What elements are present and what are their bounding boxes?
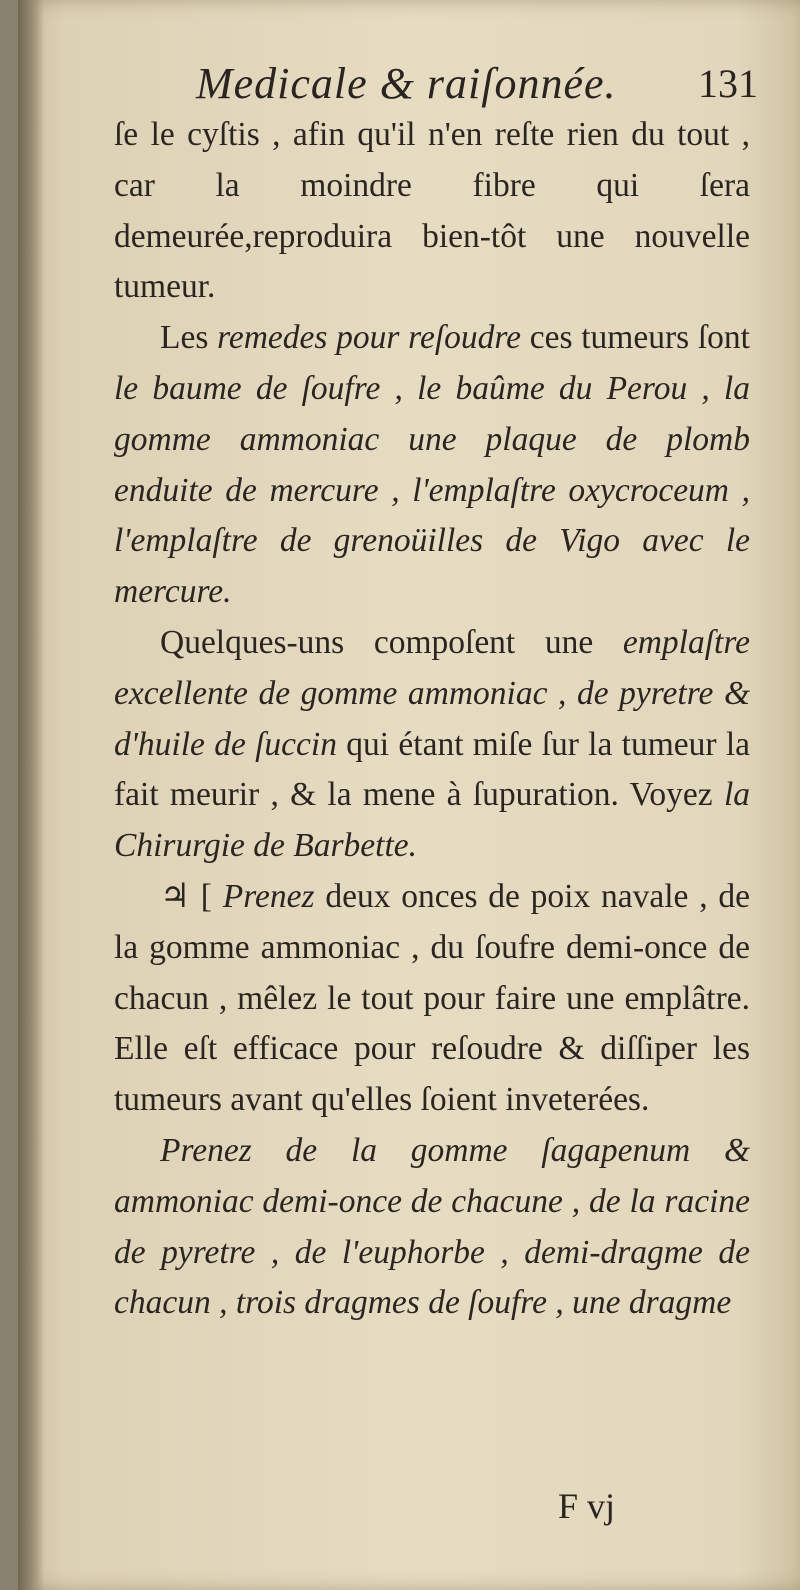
- paragraph: [114, 872, 750, 1126]
- text-segment: Quelques-uns compoſent une: [160, 623, 623, 661]
- running-title: Medicale & raiſonnée.: [196, 59, 617, 108]
- paragraph: [114, 313, 750, 618]
- text-segment: ces tumeurs ſont: [521, 319, 750, 357]
- paragraph: [114, 1126, 750, 1329]
- italic-text-segment: le baume de ſoufre , le baûme du Perou , la gomme ammoniac une plaque de plomb enduite de mercure , l'emplaſtre oxycroceum , l'emplaſtre de grenoüilles de Vigo avec le mercure.: [114, 369, 750, 611]
- page-body: [114, 110, 750, 1329]
- paragraph: [114, 110, 750, 313]
- text-segment: qui étant miſe ſur la tumeur la fait meurir , & la mene à ſupuration. Voyez: [114, 725, 751, 814]
- page-header: [178, 58, 758, 118]
- page-footer: [18, 1485, 800, 1545]
- text-segment: ſe le cyſtis , afin qu'il n'en reſte rien du tout , car la moindre fibre qui ſera demeurée,reproduira bien-tôt une nouvelle tumeur.: [114, 116, 750, 306]
- italic-text-segment: la Chirurgie de Barbette.: [114, 776, 750, 865]
- book-page: [18, 0, 800, 1590]
- italic-text-segment: emplaſtre excellente de gomme ammoniac , de pyretre & d'huile de ſuccin: [114, 623, 750, 763]
- page-binding-shadow: [18, 0, 44, 1590]
- paragraph: [114, 618, 750, 872]
- italic-text-segment: remedes pour reſoudre: [217, 319, 522, 357]
- text-segment: deux onces de poix navale , de la gomme ammoniac , du ſoufre demi-once de chacun , mêlez le tout pour faire une emplâtre. Elle eſt efficace pour reſoudre & diſſiper les tumeurs avant qu'elles ſoient inveterées.: [114, 877, 750, 1119]
- page-number: 131: [698, 61, 758, 106]
- signature-mark: F vj: [558, 1486, 616, 1526]
- italic-text-segment: Prenez de la gomme ſagapenum & ammoniac demi-once de chacune , de la racine de pyretre , de l'euphorbe , demi-dragme de chacun , trois dragmes de ſoufre , une dragme: [114, 1131, 750, 1322]
- text-segment: Les: [160, 319, 218, 357]
- recipe-symbol: ♃ [: [160, 877, 223, 915]
- italic-text-segment: Prenez: [222, 877, 315, 915]
